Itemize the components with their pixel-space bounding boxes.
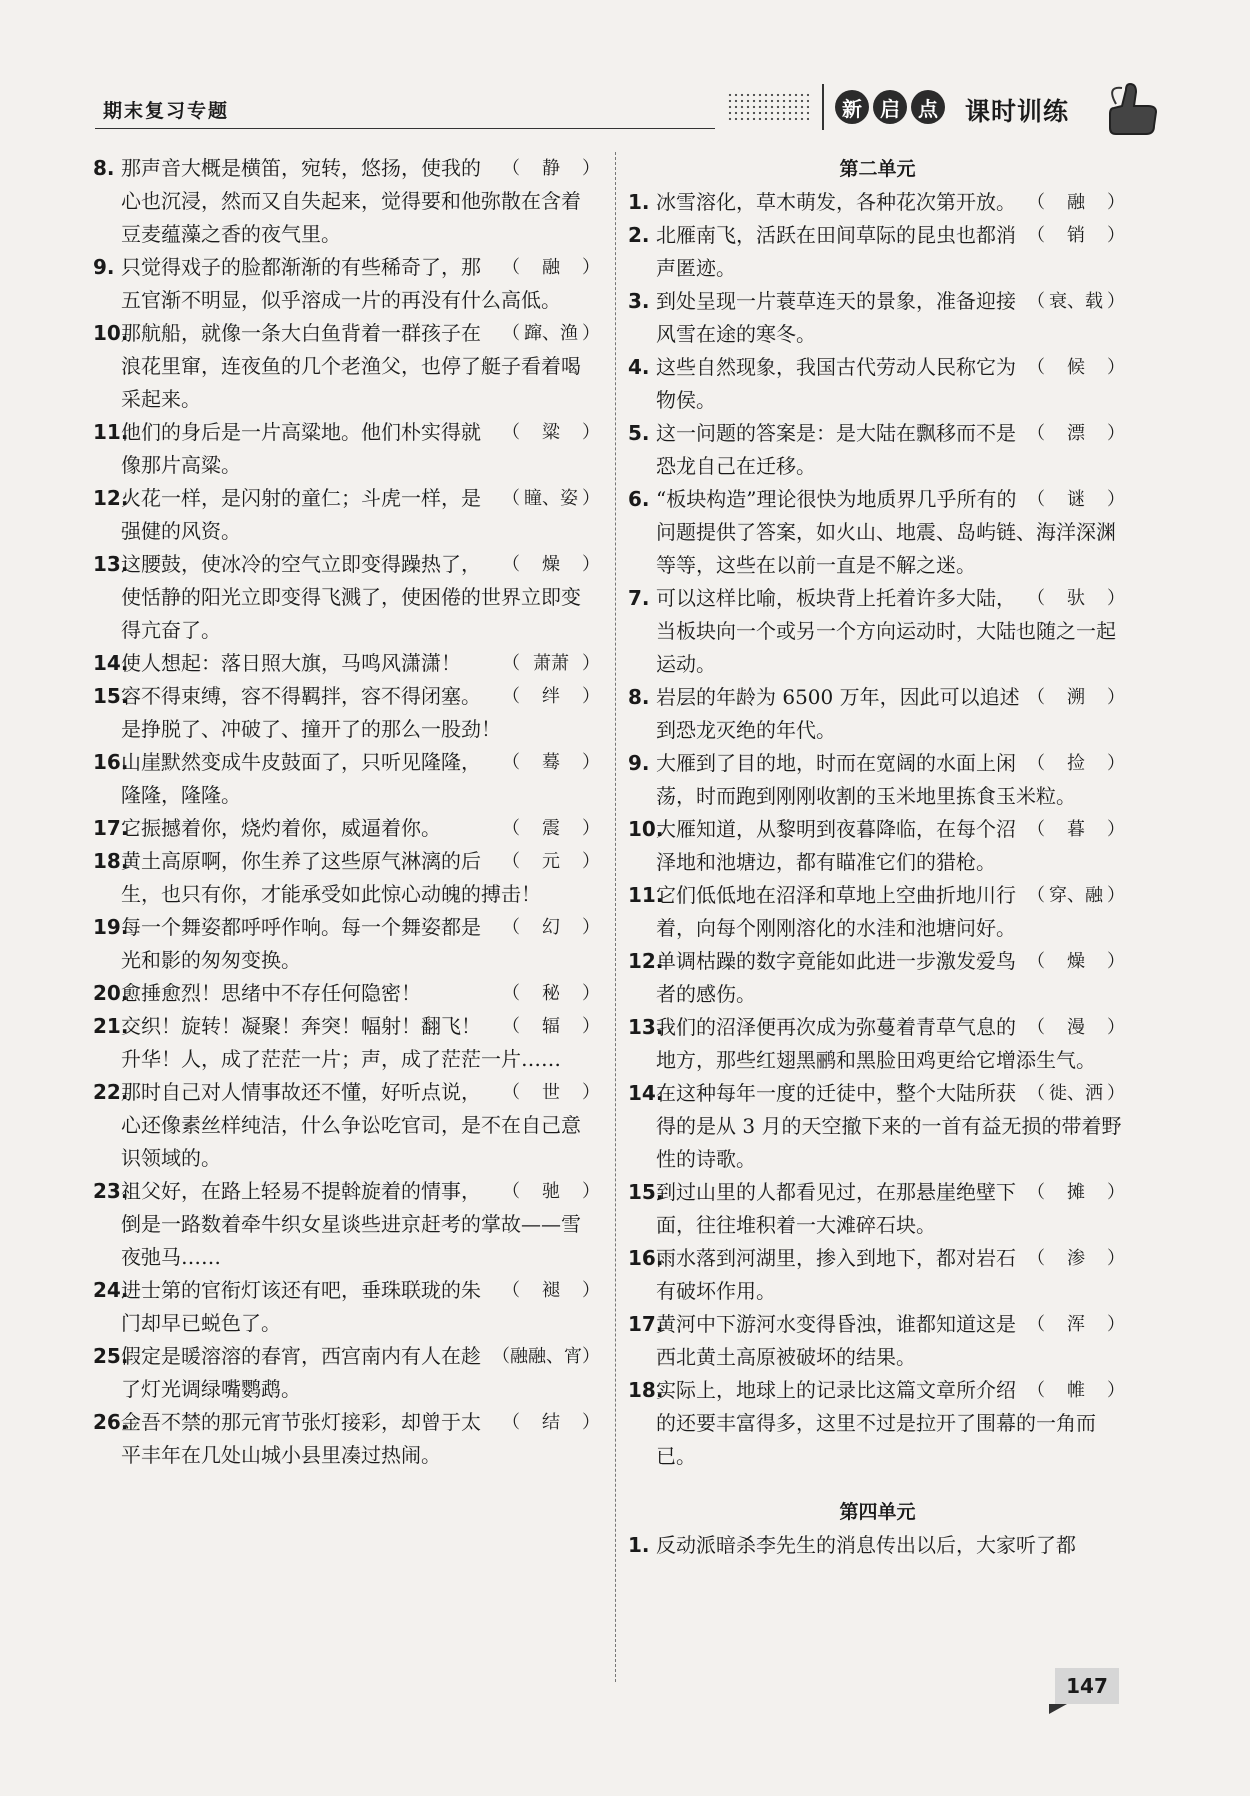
item-text: 黄土高原啊，你生养了这些原气淋漓的后生，也只有你，才能承受如此惊心动魄的搏击！: [121, 849, 541, 906]
answer-bracket: （ 蹿、渔 ）: [502, 317, 600, 350]
item-text: 它们低低地在沼泽和草地上空曲折地川行着，向每个刚刚溶化的水洼和池塘问好。: [656, 883, 1016, 940]
answer-text: 瞳、姿: [524, 488, 578, 509]
answer-bracket: （ 衰、载 ）: [1027, 285, 1125, 318]
answer-text: 穿、融: [1049, 885, 1103, 906]
answer-text: 褪: [542, 1280, 560, 1301]
page-header: [95, 78, 1175, 138]
answer-text: 幻: [542, 917, 560, 938]
item-text: 它振撼着你，烧灼着你，威逼着你。: [121, 816, 441, 840]
exercise-item: [95, 482, 600, 548]
answer-text: 驰: [542, 1181, 560, 1202]
item-text: 大雁到了目的地，时而在宽阔的水面上闲荡，时而跑到刚刚收割的玉米地里拣食玉米粒。: [656, 751, 1076, 808]
answer-text: 燥: [1067, 951, 1085, 972]
item-number: 22.: [93, 1080, 129, 1104]
exercise-item: [95, 845, 600, 911]
item-number: 15.: [628, 1180, 664, 1204]
exercise-item: [630, 483, 1125, 582]
answer-bracket: （ 萧萧 ）: [502, 647, 600, 680]
item-text: 这些自然现象，我国古代劳动人民称它为物侯。: [656, 355, 1016, 412]
page-number: 147: [1055, 1668, 1119, 1704]
item-number: 18.: [628, 1378, 664, 1402]
item-text: 那航船，就像一条大白鱼背着一群孩子在浪花里窜，连夜鱼的几个老渔父，也停了艇子看着喝采起来。: [121, 321, 581, 411]
item-number: 1.: [628, 190, 650, 214]
answer-bracket: （ 静 ）: [502, 152, 600, 185]
exercise-item: [95, 746, 600, 812]
answer-bracket: （ 结 ）: [502, 1406, 600, 1439]
item-text: 使人想起：落日照大旗，马鸣风潇潇！: [121, 651, 461, 675]
item-number: 12.: [93, 486, 129, 510]
item-text: 到处呈现一片蓑草连天的景象，准备迎接风雪在途的寒冬。: [656, 289, 1016, 346]
header-dot-pattern: [727, 92, 809, 120]
exercise-item: [95, 1010, 600, 1076]
answer-text: 融: [542, 257, 560, 278]
item-number: 14.: [628, 1081, 664, 1105]
item-text: 只觉得戏子的脸都渐渐的有些稀奇了，那五官渐不明显，似乎溶成一片的再没有什么高低。: [121, 255, 561, 312]
answer-text: 蓦: [542, 752, 560, 773]
exercise-item: [95, 548, 600, 647]
exercise-item: [630, 582, 1125, 681]
answer-text: 秘: [542, 983, 560, 1004]
answer-bracket: （ 驰 ）: [502, 1175, 600, 1208]
answer-text: 辐: [542, 1016, 560, 1037]
item-text: 每一个舞姿都呼呼作响。每一个舞姿都是光和影的匆匆变换。: [121, 915, 481, 972]
item-number: 13.: [628, 1015, 664, 1039]
item-number: 12.: [628, 949, 664, 973]
item-number: 18.: [93, 849, 129, 873]
section-title: 第四单元: [839, 1501, 916, 1523]
answer-text: 渗: [1067, 1248, 1085, 1269]
item-number: 20.: [93, 981, 129, 1005]
brand-char-2: 启: [873, 90, 907, 124]
answer-text: 漂: [1067, 423, 1085, 444]
answer-text: 绊: [542, 686, 560, 707]
item-text: 反动派暗杀李先生的消息传出以后，大家听了都: [656, 1533, 1076, 1557]
item-text: 金吾不禁的那元宵节张灯接彩，却曾于太平丰年在几处山城小县里凑过热闹。: [121, 1410, 481, 1467]
exercise-item: [630, 1242, 1125, 1308]
item-text: 黄河中下游河水变得昏浊，谁都知道这是西北黄土高原被破坏的结果。: [656, 1312, 1016, 1369]
header-rule: [95, 128, 715, 129]
item-number: 17.: [93, 816, 129, 840]
section-gap: [630, 1473, 1125, 1495]
answer-text: 静: [542, 158, 560, 179]
answer-text: 燥: [542, 554, 560, 575]
answer-bracket: （ 褪 ）: [502, 1274, 600, 1307]
exercise-item: [630, 1529, 1125, 1562]
exercise-item: [630, 681, 1125, 747]
item-text: 交织！旋转！凝聚！奔突！幅射！翻飞！升华！人，成了茫茫一片；声，成了茫茫一片……: [121, 1014, 561, 1071]
item-number: 5.: [628, 421, 650, 445]
item-text: 那声音大概是横笛，宛转，悠扬，使我的心也沉浸，然而又自失起来，觉得要和他弥散在含着豆麦蕴藻之香的夜气里。: [121, 156, 581, 246]
item-number: 10.: [93, 321, 129, 345]
item-text: 冰雪溶化，草木萌发，各种花次第开放。: [656, 190, 1016, 214]
item-text: 大雁知道，从黎明到夜暮降临，在每个沼泽地和池塘边，都有瞄准它们的猎枪。: [656, 817, 1016, 874]
item-text: 山崖默然变成牛皮鼓面了，只听见隆隆，隆隆，隆隆。: [121, 750, 481, 807]
column-divider: [615, 152, 616, 1682]
item-number: 9.: [628, 751, 650, 775]
item-text: 北雁南飞，活跃在田间草际的昆虫也都消声匿迹。: [656, 223, 1016, 280]
exercise-item: [95, 152, 600, 251]
answer-text: 捡: [1067, 753, 1085, 774]
exercise-item: [630, 351, 1125, 417]
exercise-item: [95, 1076, 600, 1175]
answer-text: 蹿、渔: [524, 323, 578, 344]
answer-text: 浑: [1067, 1314, 1085, 1335]
item-number: 11.: [93, 420, 129, 444]
header-separator: [822, 84, 824, 130]
answer-bracket: （ 帷 ）: [1027, 1374, 1125, 1407]
item-text: 岩层的年龄为 6500 万年，因此可以追述到恐龙灭绝的年代。: [656, 685, 1020, 742]
answer-text: 暮: [1067, 819, 1085, 840]
section-title: 第二单元: [839, 158, 916, 180]
item-number: 10.: [628, 817, 664, 841]
item-number: 13.: [93, 552, 129, 576]
item-text: 火花一样，是闪射的童仁；斗虎一样，是强健的风资。: [121, 486, 481, 543]
answer-bracket: （ 暮 ）: [1027, 813, 1125, 846]
item-text: 这一问题的答案是：是大陆在飘移而不是恐龙自己在迁移。: [656, 421, 1016, 478]
exercise-item: [95, 1175, 600, 1274]
item-number: 8.: [628, 685, 650, 709]
item-text: 进士第的官衔灯该还有吧，垂珠联珑的朱门却早已蜕色了。: [121, 1278, 481, 1335]
exercise-item: [630, 1011, 1125, 1077]
item-number: 4.: [628, 355, 650, 379]
item-text: 单调枯躁的数字竟能如此进一步激发爱鸟者的感伤。: [656, 949, 1016, 1006]
exercise-item: [95, 1340, 600, 1406]
answer-bracket: （ 浑 ）: [1027, 1308, 1125, 1341]
answer-text: 候: [1067, 357, 1085, 378]
answer-bracket: （ 元 ）: [502, 845, 600, 878]
answer-bracket: （ 捡 ）: [1027, 747, 1125, 780]
exercise-item: [95, 911, 600, 977]
item-number: 16.: [93, 750, 129, 774]
answer-text: 帷: [1067, 1380, 1085, 1401]
item-number: 14.: [93, 651, 129, 675]
answer-bracket: （ 幻 ）: [502, 911, 600, 944]
item-text: 容不得束缚，容不得羁拌，容不得闭塞。是挣脱了、冲破了、撞开了的那么一股劲！: [121, 684, 501, 741]
brand-char-3: 点: [911, 90, 945, 124]
answer-text: 结: [542, 1412, 560, 1433]
answer-bracket: （ 销 ）: [1027, 219, 1125, 252]
answer-bracket: （ 秘 ）: [502, 977, 600, 1010]
brand-char-1: 新: [835, 90, 869, 124]
item-text: “板块构造”理论很快为地质界几乎所有的问题提供了答案，如火山、地震、岛屿链、海洋深渊等等，这些在以前一直是不解之迷。: [656, 487, 1116, 577]
item-number: 25.: [93, 1344, 129, 1368]
exercise-item: [630, 1374, 1125, 1473]
answer-text: 徙、洒: [1049, 1083, 1103, 1104]
exercise-item: [630, 813, 1125, 879]
answer-bracket: （ 融 ）: [1027, 186, 1125, 219]
exercise-item: [630, 1077, 1125, 1176]
item-number: 8.: [93, 156, 115, 180]
exercise-item: [630, 285, 1125, 351]
item-number: 24.: [93, 1278, 129, 1302]
answer-bracket: （ 粱 ）: [502, 416, 600, 449]
answer-bracket: （ 燥 ）: [1027, 945, 1125, 978]
answer-text: 元: [542, 851, 560, 872]
answer-bracket: （ 绊 ）: [502, 680, 600, 713]
item-number: 21.: [93, 1014, 129, 1038]
exercise-item: [630, 747, 1125, 813]
item-number: 23.: [93, 1179, 129, 1203]
answer-bracket: （ 谜 ）: [1027, 483, 1125, 516]
item-number: 26.: [93, 1410, 129, 1434]
answer-text: 溯: [1067, 687, 1085, 708]
answer-bracket: （ 蓦 ）: [502, 746, 600, 779]
exercise-item: [95, 1406, 600, 1472]
item-text: 他们的身后是一片高粱地。他们朴实得就像那片高粱。: [121, 420, 481, 477]
exercise-item: [95, 251, 600, 317]
item-number: 6.: [628, 487, 650, 511]
item-text: 可以这样比喻，板块背上托着许多大陆，当板块向一个或另一个方向运动时，大陆也随之一起运动。: [656, 586, 1116, 676]
item-text: 这腰鼓，使冰冷的空气立即变得躁热了，使恬静的阳光立即变得飞溅了，使困倦的世界立即变得亢奋了。: [121, 552, 581, 642]
exercise-item: [95, 647, 600, 680]
item-number: 17.: [628, 1312, 664, 1336]
item-text: 在这种每年一度的迁徒中，整个大陆所获得的是从 3 月的天空撤下来的一首有益无损的带着野性的诗歌。: [656, 1081, 1122, 1171]
brand-logo: [835, 90, 945, 124]
item-number: 9.: [93, 255, 115, 279]
answer-bracket: （ 世 ）: [502, 1076, 600, 1109]
thumbs-up-icon: [1100, 78, 1162, 138]
exercise-item: [95, 416, 600, 482]
answer-bracket: （ 震 ）: [502, 812, 600, 845]
answer-bracket: （ 徙、洒 ）: [1027, 1077, 1125, 1110]
item-number: 16.: [628, 1246, 664, 1270]
answer-bracket: （ 驮 ）: [1027, 582, 1125, 615]
header-topic: 期末复习专题: [103, 100, 230, 122]
answer-bracket: （ 漂 ）: [1027, 417, 1125, 450]
item-text: 雨水落到河湖里，掺入到地下，都对岩石有破坏作用。: [656, 1246, 1016, 1303]
item-text: 愈捶愈烈！思绪中不存任何隐密！: [121, 981, 421, 1005]
item-number: 11.: [628, 883, 664, 907]
item-number: 7.: [628, 586, 650, 610]
answer-text: 衰、载: [1049, 291, 1103, 312]
exercise-item: [95, 680, 600, 746]
answer-text: 摊: [1067, 1182, 1085, 1203]
exercise-item: [95, 812, 600, 845]
exercise-item: [95, 317, 600, 416]
answer-bracket: （ 漫 ）: [1027, 1011, 1125, 1044]
answer-bracket: （ 辐 ）: [502, 1010, 600, 1043]
item-number: 19.: [93, 915, 129, 939]
item-number: 3.: [628, 289, 650, 313]
answer-text: 融融、宵: [510, 1346, 582, 1367]
exercise-item: [630, 945, 1125, 1011]
item-text: 那时自己对人情事故还不懂，好听点说，心还像素丝样纯洁，什么争讼吃官司，是不在自己意识领域的。: [121, 1080, 581, 1170]
exercise-item: [630, 186, 1125, 219]
exercise-item: [630, 879, 1125, 945]
exercise-item: [630, 417, 1125, 483]
exercise-item: [630, 219, 1125, 285]
exercise-item: [630, 1308, 1125, 1374]
answer-text: 世: [542, 1082, 560, 1103]
answer-bracket: （ 融 ）: [502, 251, 600, 284]
item-text: 到过山里的人都看见过，在那悬崖绝壁下面，往往堆积着一大滩碎石块。: [656, 1180, 1016, 1237]
left-column: [95, 152, 600, 1472]
answer-text: 销: [1067, 225, 1085, 246]
item-text: 假定是暖溶溶的春宵，西宫南内有人在趁了灯光调绿嘴鹦鹉。: [121, 1344, 481, 1401]
answer-bracket: （ 候 ）: [1027, 351, 1125, 384]
item-number: 2.: [628, 223, 650, 247]
answer-bracket: （ 穿、融 ）: [1027, 879, 1125, 912]
answer-bracket: （ 溯 ）: [1027, 681, 1125, 714]
exercise-item: [95, 1274, 600, 1340]
exercise-item: [95, 977, 600, 1010]
answer-text: 粱: [542, 422, 560, 443]
item-number: 1.: [628, 1533, 650, 1557]
item-text: 我们的沼泽便再次成为弥蔓着青草气息的地方，那些红翅黑鹂和黑脸田鸡更给它增添生气。: [656, 1015, 1096, 1072]
answer-text: 萧萧: [533, 653, 569, 674]
answer-bracket: （ 渗 ）: [1027, 1242, 1125, 1275]
answer-text: 谜: [1067, 489, 1085, 510]
answer-text: 漫: [1067, 1017, 1085, 1038]
answer-bracket: （ 摊 ）: [1027, 1176, 1125, 1209]
item-text: 祖父好，在路上轻易不提斡旋着的情事，倒是一路数着牵牛织女星谈些进京赶考的掌故——雪夜弛马……: [121, 1179, 581, 1269]
answer-bracket: （ 燥 ）: [502, 548, 600, 581]
answer-bracket: （融融、宵）: [492, 1340, 600, 1373]
answer-bracket: （ 瞳、姿 ）: [502, 482, 600, 515]
answer-text: 驮: [1067, 588, 1085, 609]
right-column: [630, 152, 1125, 1562]
item-text: 实际上，地球上的记录比这篇文章所介绍的还要丰富得多，这里不过是拉开了围幕的一角而已。: [656, 1378, 1096, 1468]
answer-text: 融: [1067, 192, 1085, 213]
course-title: 课时训练: [965, 97, 1070, 126]
exercise-item: [630, 1176, 1125, 1242]
item-number: 15.: [93, 684, 129, 708]
answer-text: 震: [542, 818, 560, 839]
